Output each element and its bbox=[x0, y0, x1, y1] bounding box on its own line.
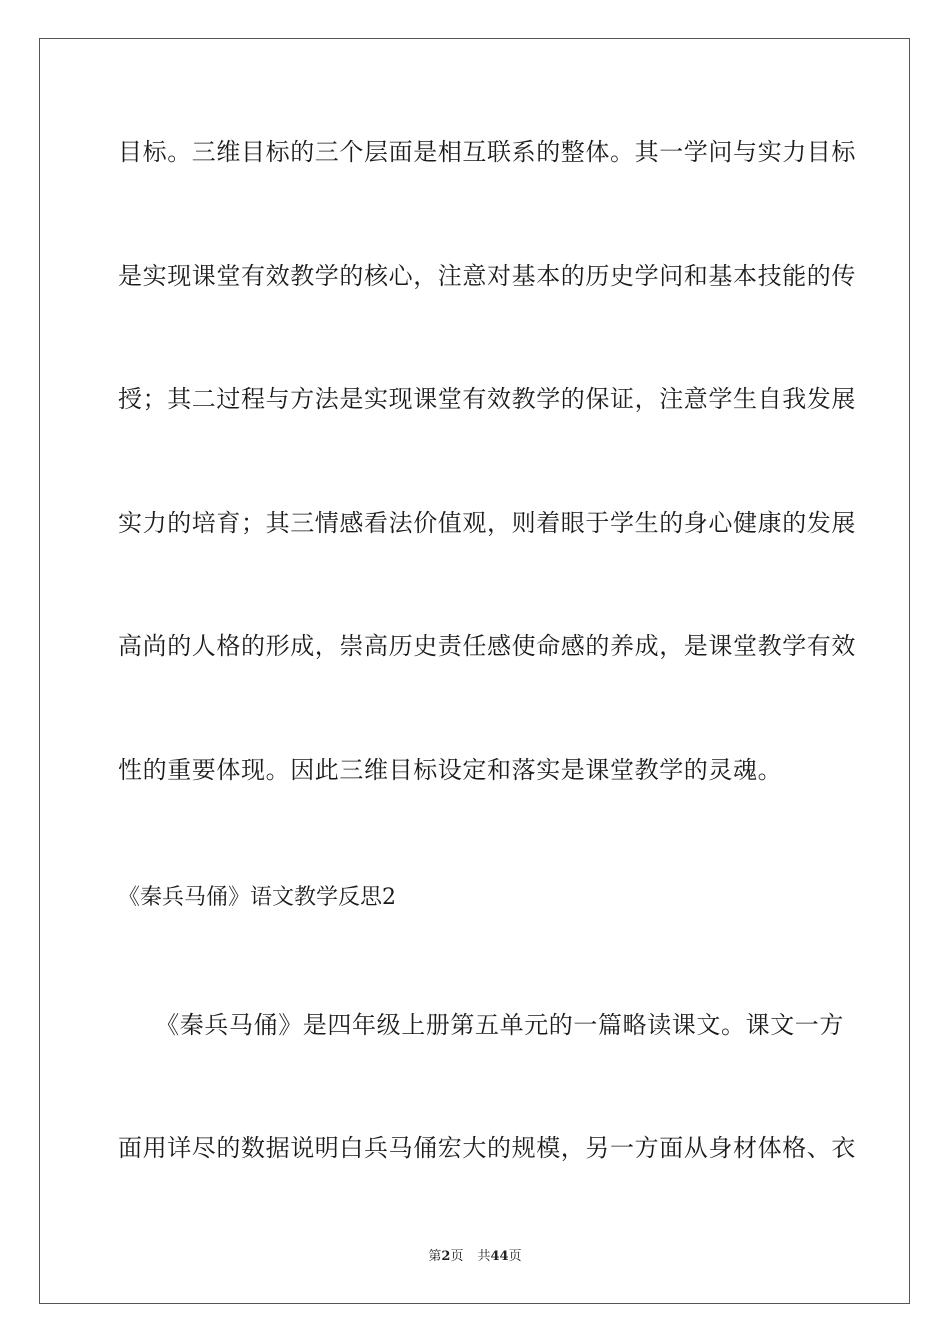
paragraph-line: 目标。三维目标的三个层面是相互联系的整体。其一学问与实力目标 bbox=[118, 138, 856, 166]
paragraph-line: 《秦兵马俑》是四年级上册第五单元的一篇略读课文。课文一方 bbox=[118, 1011, 844, 1039]
paragraph-line: 实力的培育；其三情感看法价值观，则着眼于学生的身心健康的发展 bbox=[118, 509, 856, 537]
footer-page-prefix: 第 bbox=[428, 1249, 442, 1264]
footer-total-suffix: 页 bbox=[508, 1249, 522, 1264]
section-title: 《秦兵马俑》语文教学反思2 bbox=[118, 885, 396, 910]
page-border bbox=[39, 38, 910, 1304]
footer-total-prefix: 共 bbox=[477, 1249, 491, 1264]
paragraph-line: 授；其二过程与方法是实现课堂有效教学的保证，注意学生自我发展 bbox=[118, 385, 856, 413]
footer-total-pages: 44 bbox=[490, 1249, 509, 1264]
paragraph-line: 是实现课堂有效教学的核心，注意对基本的历史学问和基本技能的传 bbox=[118, 262, 856, 290]
paragraph-line: 高尚的人格的形成，崇高历史责任感使命感的养成，是课堂教学有效 bbox=[118, 632, 856, 660]
footer-page-number: 2 bbox=[441, 1249, 451, 1264]
paragraph-line: 面用详尽的数据说明白兵马俑宏大的规模，另一方面从身材体格、衣 bbox=[118, 1134, 856, 1162]
footer-page-suffix: 页 bbox=[450, 1249, 464, 1264]
page-footer bbox=[0, 1248, 950, 1266]
paragraph-line: 性的重要体现。因此三维目标设定和落实是课堂教学的灵魂。 bbox=[118, 756, 783, 784]
